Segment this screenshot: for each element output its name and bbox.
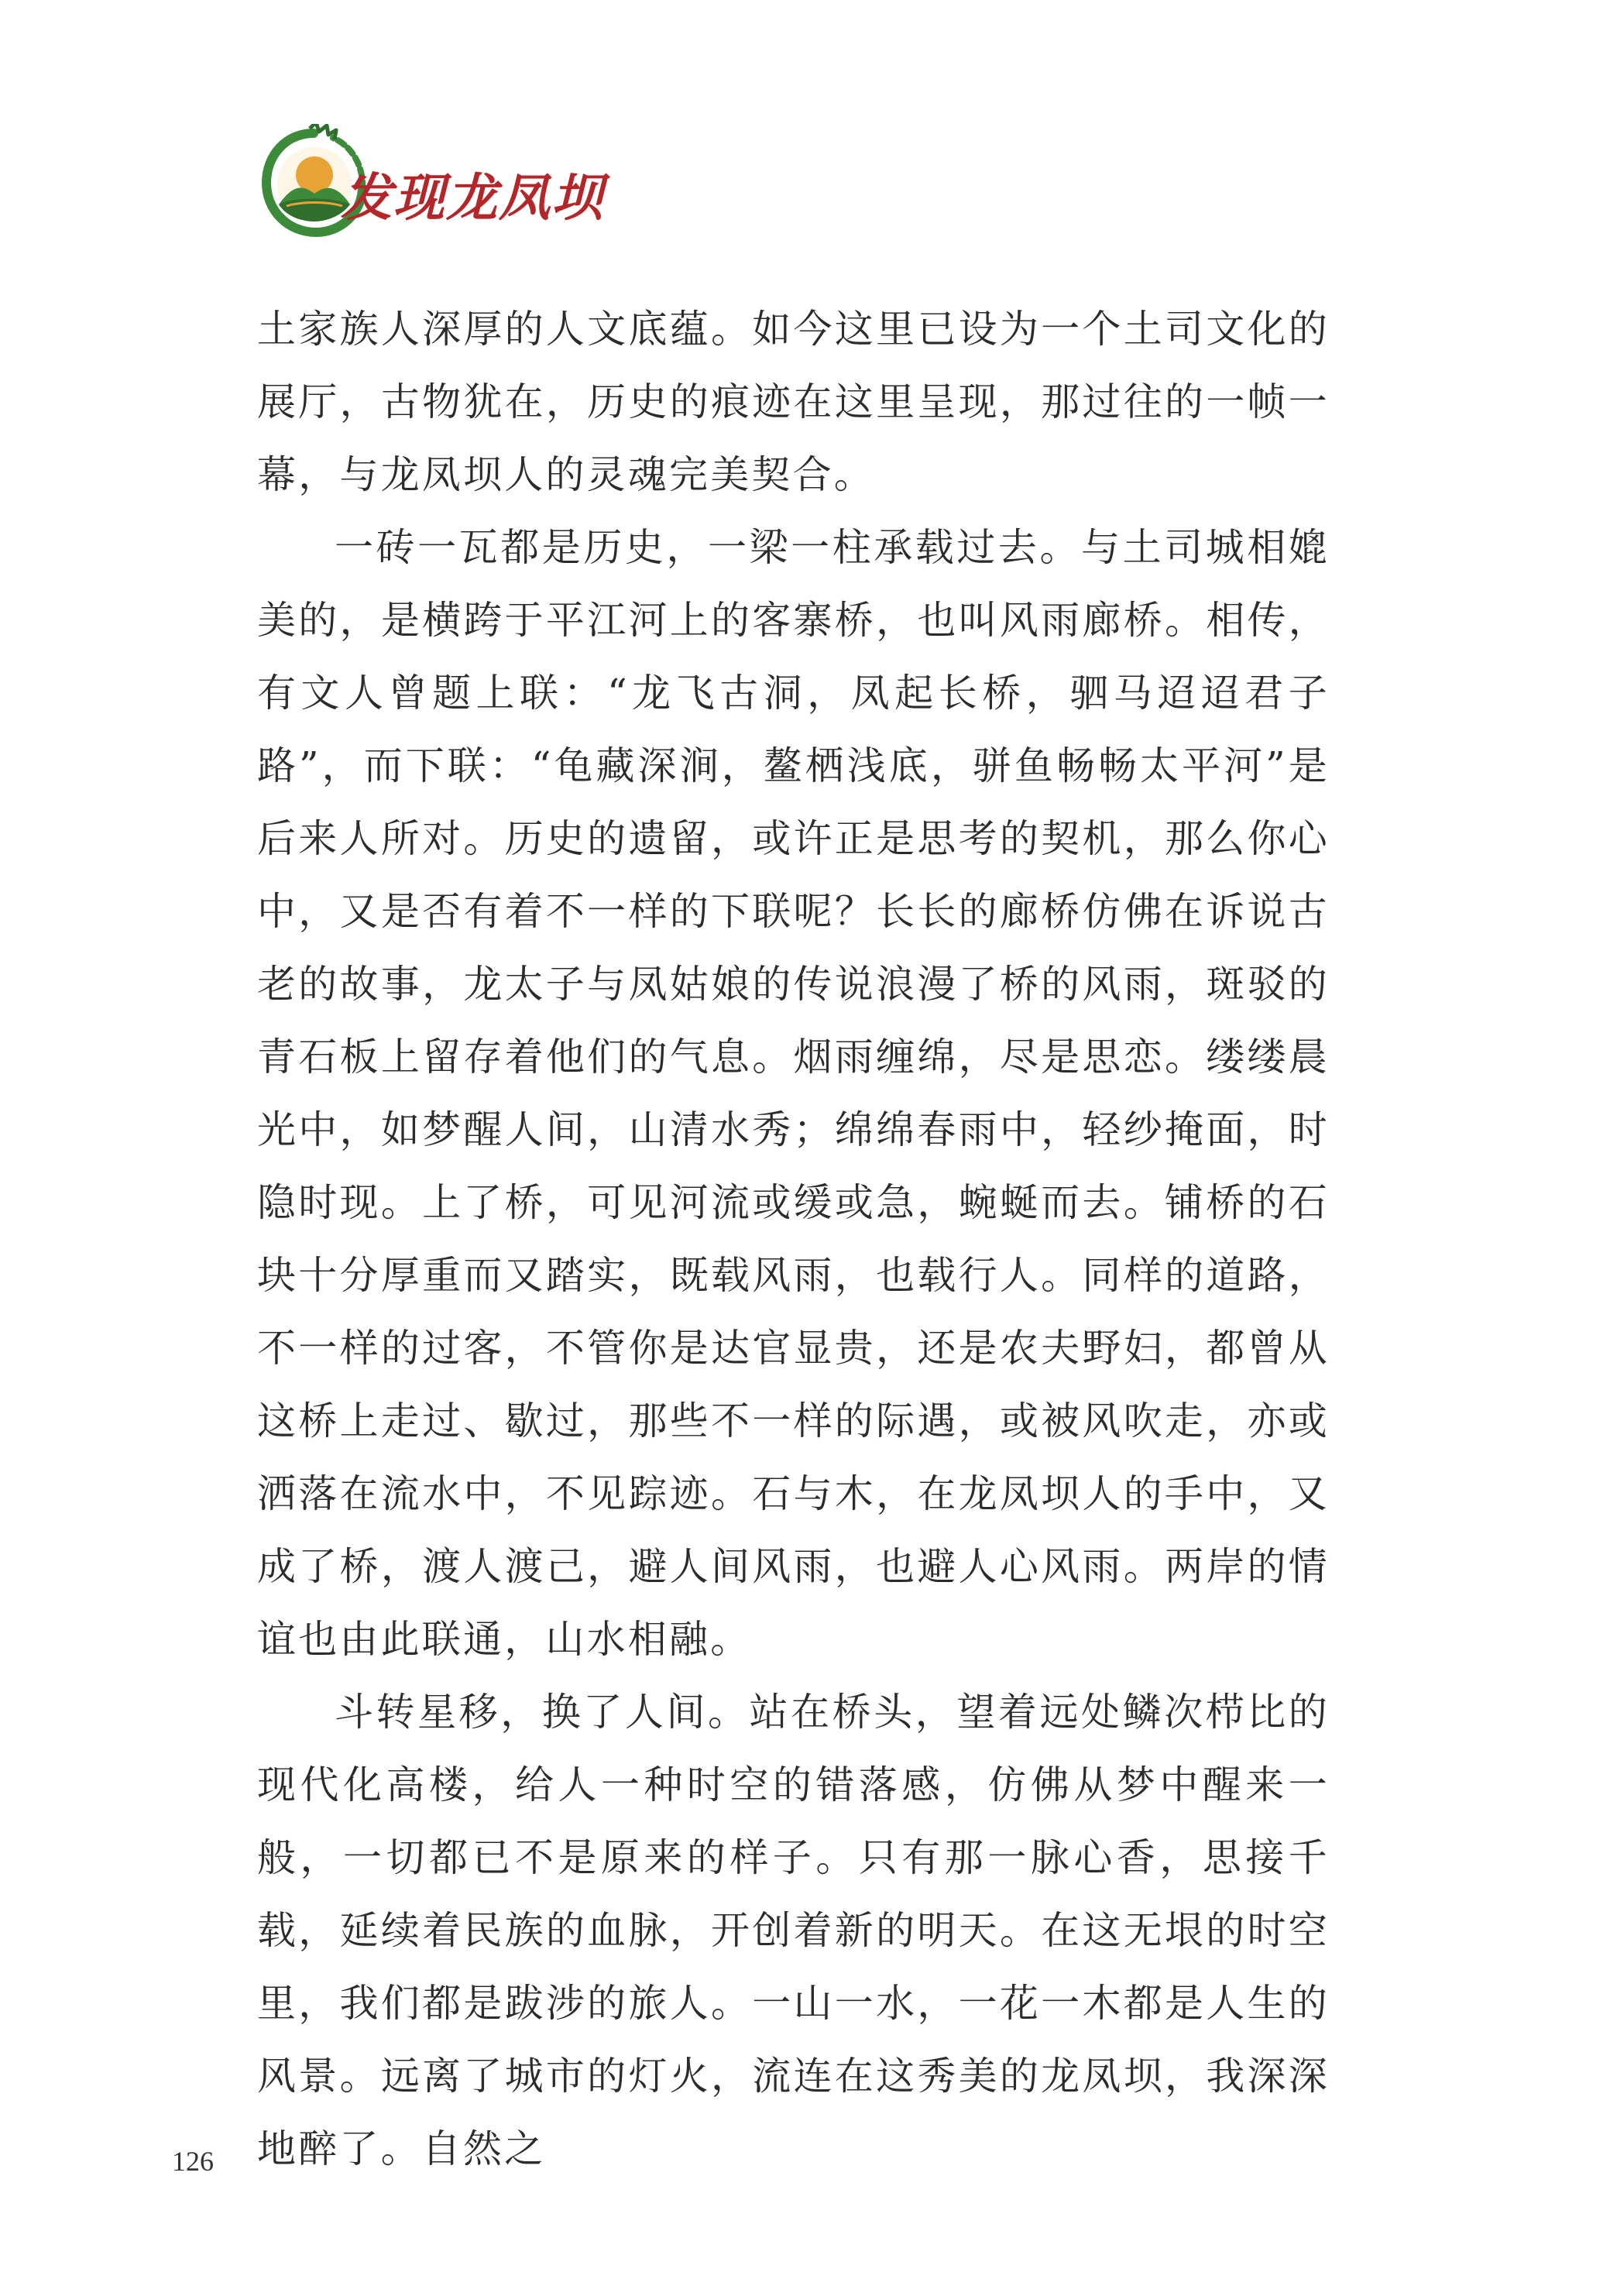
paragraph-1: 土家族人深厚的人文底蕴。如今这里已设为一个土司文化的展厅，古物犹在，历史的痕迹在这里呈现，那过往的一帧一幕，与龙凤坝人的灵魂完美契合。 — [257, 307, 1330, 497]
article-body — [257, 293, 1330, 2185]
paragraph-3: 斗转星移，换了人间。站在桥头，望着远处鳞次栉比的现代化高楼，给人一种时空的错落感，仿佛从梦中醒来一般，一切都已不是原来的样子。只有那一脉心香，思接千载，延续着民族的血脉，开创着新的明天。在这无垠的时空里，我们都是跋涉的旅人。一山一水，一花一木都是人生的风景。远离了城市的灯火，流连在这秀美的龙凤坝，我深深地醉了。自然之 — [257, 1690, 1330, 2171]
logo-title: 发现龙凤坝 — [341, 167, 604, 228]
page-number: 126 — [172, 2146, 214, 2177]
paragraph-2: 一砖一瓦都是历史，一梁一柱承载过去。与土司城相媲美的，是横跨于平江河上的客寨桥，也叫风雨廊桥。相传，有文人曾题上联：“龙飞古洞，凤起长桥，驷马迢迢君子路”，而下联：“龟藏深涧，鳌栖浅底，骈鱼畅畅太平河”是后来人所对。历史的遗留，或许正是思考的契机，那么你心中，又是否有着不一样的下联呢？长长的廊桥仿佛在诉说古老的故事，龙太子与凤姑娘的传说浪漫了桥的风雨，斑驳的青石板上留存着他们的气息。烟雨缠绵，尽是思恋。缕缕晨光中，如梦醒人间，山清水秀；绵绵春雨中，轻纱掩面，时隐时现。上了桥，可见河流或缓或急，蜿蜒而去。铺桥的石块十分厚重而又踏实，既载风雨，也载行人。同样的道路，不一样的过客，不管你是达官显贵，还是农夫野妇，都曾从这桥上走过、歇过，那些不一样的际遇，或被风吹走，亦或洒落在流水中，不见踪迹。石与木，在龙凤坝人的手中，又成了桥，渡人渡己，避人间风雨，也避人心风雨。两岸的情谊也由此联通，山水相融。 — [257, 525, 1330, 1662]
page-header — [256, 124, 620, 240]
